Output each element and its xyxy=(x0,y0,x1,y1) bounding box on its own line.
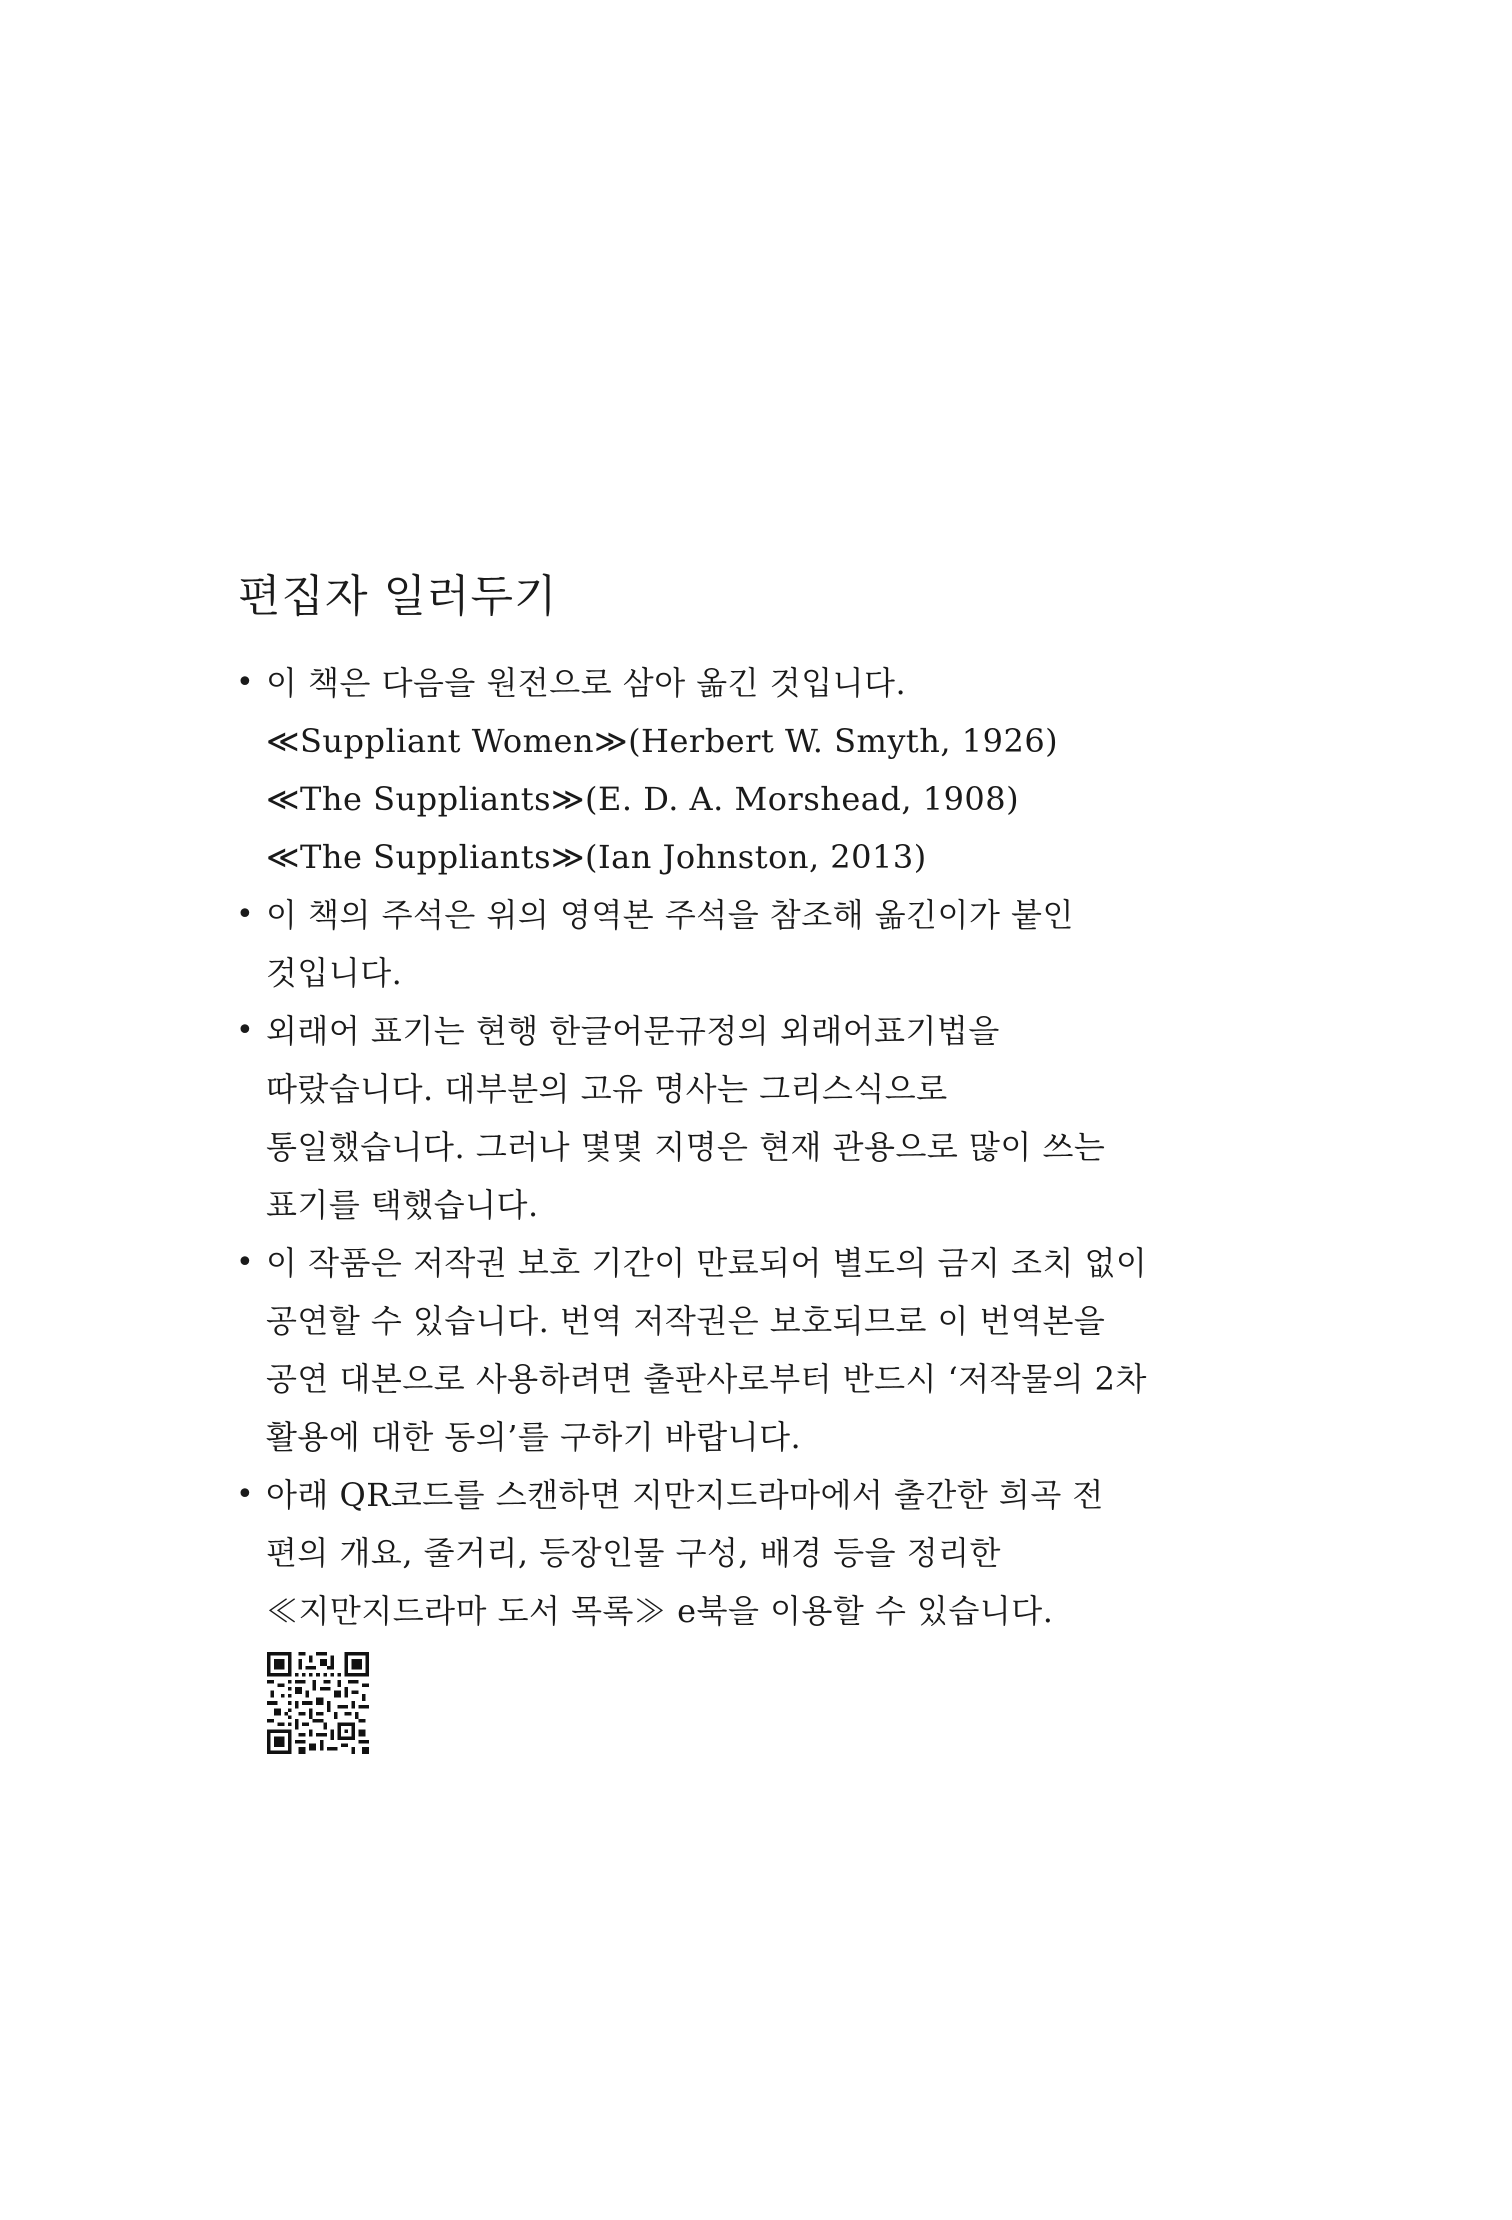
note-item xyxy=(236,654,1296,886)
note-item xyxy=(236,886,1296,1002)
note-line: 공연할 수 있습니다. 번역 저작권은 보호되므로 이 번역본을 xyxy=(266,1302,1106,1340)
bullet: • xyxy=(236,897,254,932)
editor-notes-list xyxy=(236,654,1296,1640)
note-item xyxy=(236,1002,1296,1234)
bullet: • xyxy=(236,1245,254,1280)
note-line: 이 책의 주석은 위의 영역본 주석을 참조해 옮긴이가 붙인 xyxy=(266,896,1074,934)
note-line: ≪지만지드라마 도서 목록≫ e북을 이용할 수 있습니다. xyxy=(266,1592,1054,1630)
bullet: • xyxy=(236,665,254,700)
note-line: 통일했습니다. 그러나 몇몇 지명은 현재 관용으로 많이 쓰는 xyxy=(266,1128,1106,1166)
note-line: 외래어 표기는 현행 한글어문규정의 외래어표기법을 xyxy=(266,1012,1000,1050)
note-item xyxy=(236,1234,1296,1466)
note-line: 아래 QR코드를 스캔하면 지만지드라마에서 출간한 희곡 전 xyxy=(266,1476,1104,1514)
bullet: • xyxy=(236,1013,254,1048)
page-title: 편집자 일러두기 xyxy=(238,571,558,622)
bullet: • xyxy=(236,1477,254,1512)
source-line: ≪Suppliant Women≫(Herbert W. Smyth, 1926) xyxy=(266,722,1059,760)
note-line: 것입니다. xyxy=(266,954,403,992)
source-line: ≪The Suppliants≫(E. D. A. Morshead, 1908) xyxy=(266,780,1020,818)
note-line: 표기를 택했습니다. xyxy=(266,1186,539,1224)
source-line: ≪The Suppliants≫(Ian Johnston, 2013) xyxy=(266,838,927,876)
note-line: 공연 대본으로 사용하려면 출판사로부터 반드시 ‘저작물의 2차 xyxy=(266,1360,1147,1398)
note-line: 따랐습니다. 대부분의 고유 명사는 그리스식으로 xyxy=(266,1070,948,1108)
note-line: 편의 개요, 줄거리, 등장인물 구성, 배경 등을 정리한 xyxy=(266,1534,1001,1572)
note-item xyxy=(236,1466,1296,1640)
note-line: 이 작품은 저작권 보호 기간이 만료되어 별도의 금지 조치 없이 xyxy=(266,1244,1148,1282)
qr-code-icon[interactable] xyxy=(267,1652,369,1754)
note-line: 이 책은 다음을 원전으로 삼아 옮긴 것입니다. xyxy=(266,664,907,702)
note-line: 활용에 대한 동의’를 구하기 바랍니다. xyxy=(266,1418,802,1456)
